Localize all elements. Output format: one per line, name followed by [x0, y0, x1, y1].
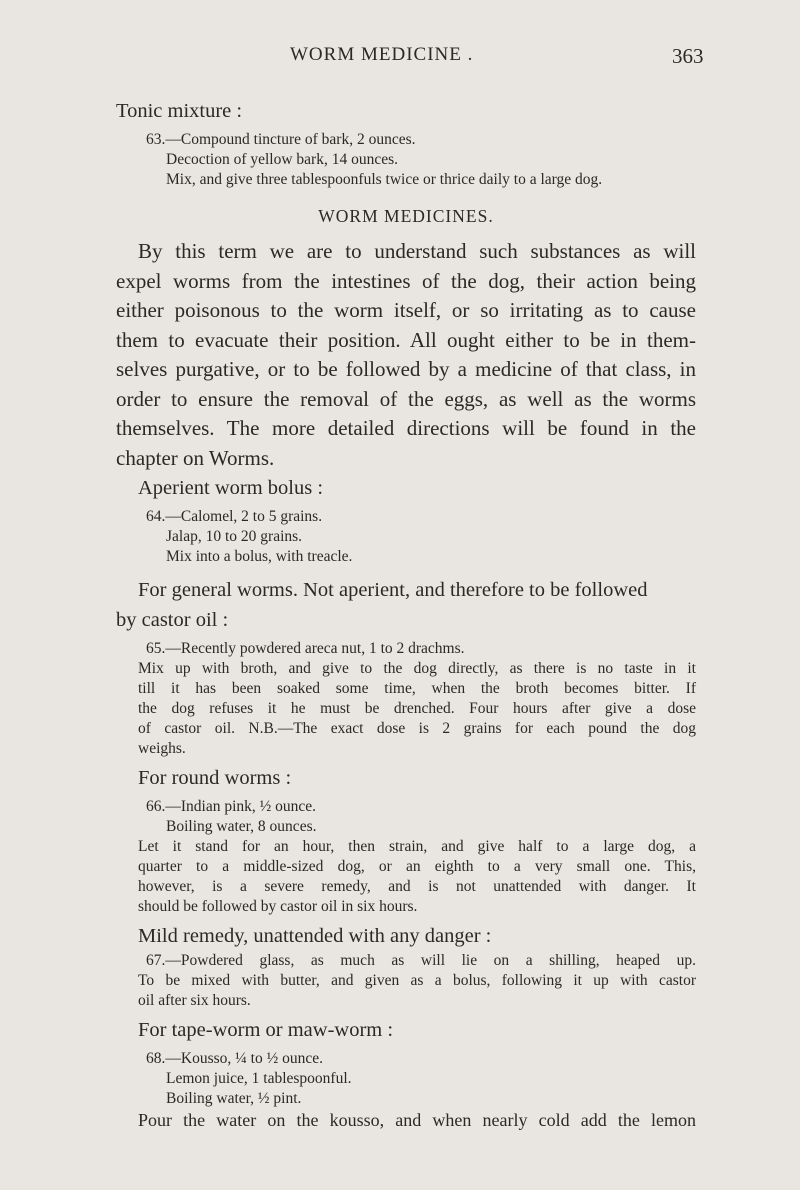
recipe-65-line: till it has been soaked some time, when the broth becomes bitter. If — [138, 680, 696, 697]
mild-heading: Mild remedy, unattended with any danger : — [138, 925, 492, 947]
recipe-64-line-3: Mix into a bolus, with treacle. — [166, 548, 353, 565]
recipe-63-line-2: Decoction of yellow bark, 14 ounces. — [166, 151, 399, 168]
recipe-65-line: 65.—Recently powdered areca nut, 1 to 2 drachms. — [146, 640, 465, 657]
recipe-66-line: quarter to a middle-sized dog, or an eighth to a very small one. This, — [138, 858, 696, 875]
recipe-66-line-2: Boiling water, 8 ounces. — [166, 818, 317, 835]
recipe-65-line: the dog refuses it he must be drenched. Four hours after give a dose — [138, 700, 696, 717]
intro-line: order to ensure the removal of the eggs, as well as the worms — [116, 386, 696, 411]
recipe-67-line: 67.—Powdered glass, as much as will lie on a shilling, heaped up. — [146, 952, 696, 969]
section-title: WORM MEDICINES. — [318, 206, 494, 226]
intro-line: chapter on Worms. — [116, 445, 275, 470]
recipe-68-line-3: Boiling water, ½ pint. — [166, 1090, 302, 1107]
intro-line: either poisonous to the worm itself, or so irritating as to cause — [116, 298, 696, 322]
recipe-64-line-2: Jalap, 10 to 20 grains. — [166, 528, 303, 545]
intro-line: selves purgative, or to be followed by a medicine of that class, in — [116, 357, 696, 381]
intro-line: expel worms from the intestines of the dog, their action being — [116, 268, 696, 293]
tonic-heading: Tonic mixture : — [116, 100, 243, 122]
recipe-65-line: weighs. — [138, 740, 186, 757]
recipe-66-line: however, is a severe remedy, and is not unattended with danger. It — [138, 878, 696, 895]
aperient-heading: Aperient worm bolus : — [138, 477, 324, 499]
recipe-68-line-2: Lemon juice, 1 tablespoonful. — [166, 1070, 352, 1087]
recipe-66-line: should be followed by castor oil in six hours. — [138, 898, 418, 915]
recipe-64-line-1: 64.—Calomel, 2 to 5 grains. — [146, 508, 323, 525]
recipe-67-line: To be mixed with butter, and given as a bolus, following it up with castor — [138, 972, 696, 989]
recipe-63-line-1: 63.—Compound tincture of bark, 2 ounces. — [146, 131, 416, 148]
general-heading-line-2: by castor oil : — [116, 609, 229, 631]
general-heading-line-1: For general worms. Not aperient, and therefore to be followed — [138, 579, 648, 601]
recipe-68-line-1: 68.—Kousso, ¼ to ½ ounce. — [146, 1050, 323, 1067]
tape-heading: For tape-worm or maw-worm : — [138, 1019, 394, 1041]
page-body — [116, 96, 696, 1131]
page-header — [0, 44, 800, 74]
intro-line: themselves. The more detailed directions will be found in the — [116, 416, 696, 440]
recipe-65-line: of castor oil. N.B.—The exact dose is 2 grains for each pound the dog — [138, 720, 696, 737]
round-heading: For round worms : — [138, 767, 292, 789]
recipe-66-line-1: 66.—Indian pink, ½ ounce. — [146, 798, 317, 815]
intro-line: them to evacuate their position. All ought either to be in them- — [116, 327, 696, 352]
intro-paragraph — [116, 237, 696, 473]
intro-line: By this term we are to understand such substances as will — [138, 239, 696, 263]
running-title: WORM MEDICINE . — [290, 44, 474, 65]
recipe-63-line-3: Mix, and give three tablespoonfuls twice or thrice daily to a large dog. — [166, 171, 603, 188]
recipe-68-line-4: Pour the water on the kousso, and when nearly cold add the lemon — [138, 1110, 696, 1130]
recipe-65-line: Mix up with broth, and give to the dog directly, as there is no taste in it — [138, 660, 696, 677]
page-number: 363 — [672, 44, 704, 68]
recipe-66-line: Let it stand for an hour, then strain, and give half to a large dog, a — [138, 838, 696, 855]
recipe-67-line: oil after six hours. — [138, 992, 251, 1009]
